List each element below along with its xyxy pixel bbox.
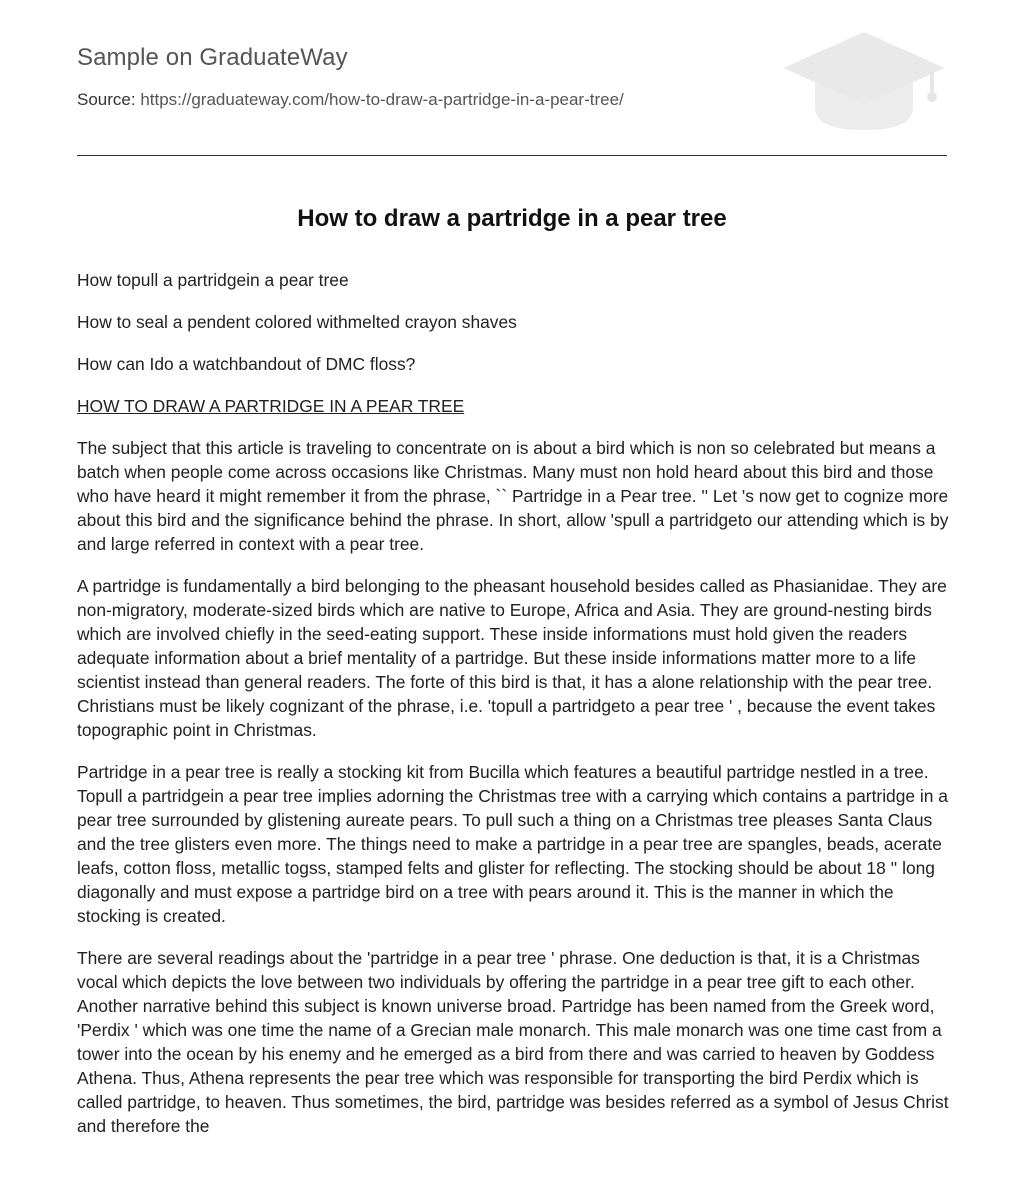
source-line — [77, 90, 624, 110]
toc-item: How can Ido a watchbandout of DMC floss? — [77, 354, 416, 374]
source-link[interactable]: https://graduateway.com/how-to-draw-a-partridge-in-a-pear-tree/ — [140, 90, 624, 109]
graduation-cap-logo-svg — [781, 30, 947, 134]
paragraph: A partridge is fundamentally a bird belonging to the pheasant household besides called as Phasianidae. They are non-migratory, moderate-sized birds which are native to Europe, Africa and Asia. They are ground-nesting birds which are involved chiefly in the seed-eating support. These inside informations must hold given the readers adequate information about a brief mentality of a partridge. But these inside informations matter more to a life scientist instead than general readers. The forte of this bird is that, it has a alone relationship with the pear tree. Christians must be likely cognizant of the phrase, i.e. 'topull a partridgeto a pear tree ' , because the event takes topographic point in Christmas. — [77, 576, 947, 740]
page-header — [77, 0, 947, 156]
graduation-cap-icon — [781, 30, 947, 134]
header-divider — [77, 155, 947, 156]
site-name: Sample on GraduateWay — [77, 44, 348, 71]
paragraph: The subject that this article is traveling to concentrate on is about a bird which is non so celebrated but means a batch when people come across occasions like Christmas. Many must non hold heard about this bird and those who have heard it might remember it from the phrase, `` Partridge in a Pear tree. '' Let 's now get to cognize more about this bird and the significance behind the phrase. In short, allow 'spull a partridgeto our attending which is by and large referred in context with a pear tree. — [77, 438, 949, 554]
paragraph: Partridge in a pear tree is really a stocking kit from Bucilla which features a beautiful partridge nestled in a tree. Topull a partridgein a pear tree implies adorning the Christmas tree with a carrying which contains a partridge in a pear tree surrounded by glistening aureate pears. To pull such a thing on a Christmas tree pleases Santa Claus and the tree glisters even more. The things need to make a partridge in a pear tree are spangles, beads, acerate leafs, cotton floss, metallic togss, stamped felts and glister for reflecting. The stocking should be about 18 '' long diagonally and must expose a partridge bird on a tree with pears around it. This is the manner in which the stocking is created. — [77, 762, 948, 926]
document-title: How to draw a partridge in a pear tree — [297, 205, 727, 232]
document-body — [77, 268, 949, 1156]
toc-item: How to seal a pendent colored withmelted crayon shaves — [77, 312, 517, 332]
source-label: Source: — [77, 90, 136, 109]
section-heading: HOW TO DRAW A PARTRIDGE IN A PEAR TREE — [77, 396, 465, 416]
paragraph: There are several readings about the 'partridge in a pear tree ' phrase. One deduction is that, it is a Christmas vocal which depicts the love between two individuals by offering the partridge in a pear tree gift to each other. Another narrative behind this subject is known universe broad. Partridge has been named from the Greek word, 'Perdix ' which was one time the name of a Grecian male monarch. This male monarch was one time cast from a tower into the ocean by his enemy and he emerged as a bird from there and was carried to heaven by Goddess Athena. Thus, Athena represents the pear tree which was responsible for transporting the bird Perdix which is called partridge, to heaven. Thus sometimes, the bird, partridge was besides referred as a symbol of Jesus Christ and therefore the — [77, 948, 949, 1136]
toc-item: How topull a partridgein a pear tree — [77, 270, 349, 290]
